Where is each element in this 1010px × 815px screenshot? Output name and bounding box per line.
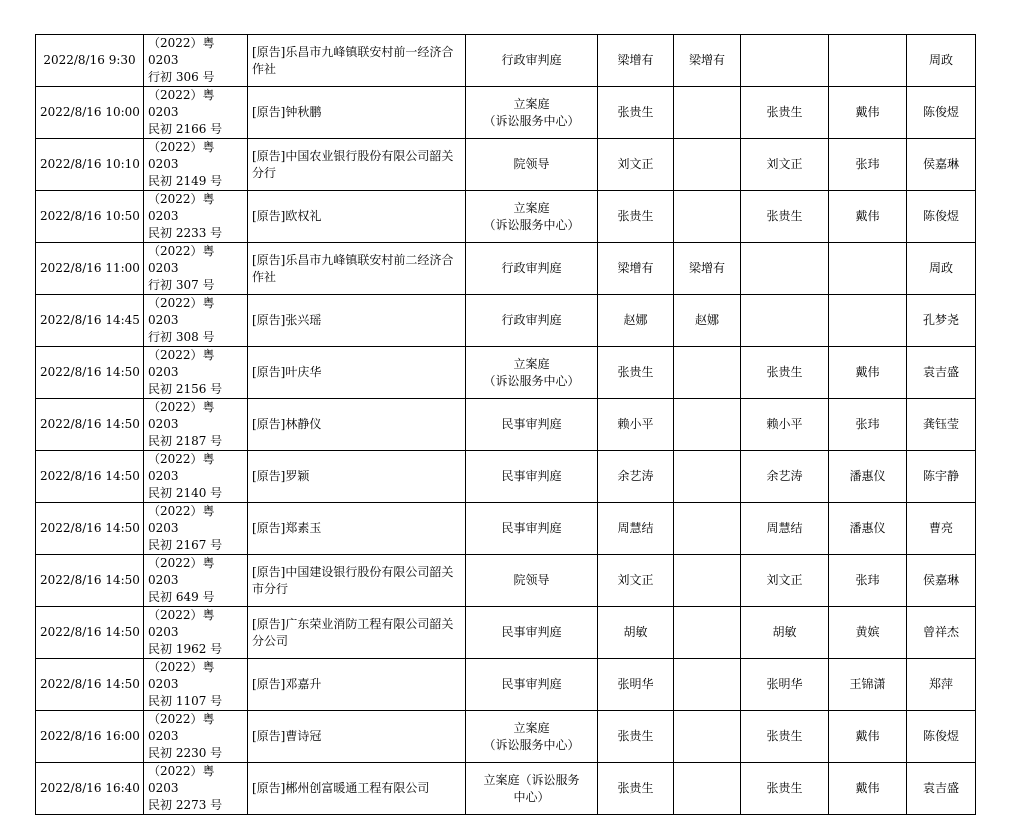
court-division-text: 民事审判庭	[501, 677, 562, 691]
judge-col3	[741, 191, 829, 243]
presiding-judge-text: 周慧结	[617, 521, 654, 535]
judge-col2	[674, 711, 741, 763]
party-name	[248, 347, 466, 399]
presiding-judge-text: 梁增有	[617, 53, 654, 67]
clerk-text: 郑萍	[928, 677, 953, 691]
case-number-text: 民初 1107 号	[148, 694, 223, 708]
presiding-judge	[598, 503, 674, 555]
case-number-text: （2022）粤 0203	[148, 296, 215, 327]
case-number-text: （2022）粤 0203	[148, 88, 215, 119]
presiding-judge-text: 张贵生	[617, 209, 654, 223]
table-row	[36, 763, 976, 815]
clerk	[907, 87, 976, 139]
court-division-text: 民事审判庭	[501, 469, 562, 483]
court-division-text: （诉讼服务中心）	[483, 737, 580, 752]
clerk-text: 曹亮	[928, 521, 953, 535]
judge-col3	[741, 399, 829, 451]
hearing-time	[36, 659, 144, 711]
case-number-text: 行初 307 号	[148, 278, 215, 292]
case-number-text: （2022）粤 0203	[148, 244, 215, 275]
hearing-time	[36, 35, 144, 87]
clerk-text: 侯嘉琳	[922, 573, 959, 587]
clerk	[907, 659, 976, 711]
judge-col3-text: 张贵生	[766, 105, 803, 119]
court-division	[466, 295, 598, 347]
presiding-judge	[598, 711, 674, 763]
presiding-judge-text: 张贵生	[617, 781, 654, 795]
judge-col3	[741, 711, 829, 763]
hearing-time-text: 2022/8/16 16:00	[40, 729, 140, 743]
case-number-text: 民初 2233 号	[148, 226, 223, 240]
case-number-text: 民初 1962 号	[148, 642, 223, 656]
assistant-text: 王锦潇	[849, 677, 886, 691]
table-row	[36, 87, 976, 139]
court-division	[466, 659, 598, 711]
presiding-judge-text: 刘文正	[617, 157, 654, 171]
case-number-text: 民初 2230 号	[148, 746, 223, 760]
case-number-text: （2022）粤 0203	[148, 660, 215, 691]
assistant	[829, 87, 907, 139]
clerk	[907, 35, 976, 87]
party-name-text: [原告]曹诗冠	[252, 729, 322, 743]
case-number	[144, 295, 248, 347]
case-number	[144, 399, 248, 451]
presiding-judge-text: 刘文正	[617, 573, 654, 587]
hearing-time	[36, 763, 144, 815]
party-name	[248, 451, 466, 503]
assistant-text: 戴伟	[855, 105, 880, 119]
hearing-time-text: 2022/8/16 14:50	[40, 365, 140, 379]
court-division-text: 民事审判庭	[501, 417, 562, 431]
hearing-time	[36, 243, 144, 295]
judge-col3-text: 刘文正	[766, 573, 803, 587]
assistant-text: 潘惠仪	[849, 469, 886, 483]
hearing-time-text: 2022/8/16 14:50	[40, 521, 140, 535]
judge-col2	[674, 763, 741, 815]
judge-col2	[674, 35, 741, 87]
judge-col2	[674, 243, 741, 295]
hearing-time-text: 2022/8/16 14:50	[40, 625, 140, 639]
hearing-time	[36, 555, 144, 607]
judge-col3	[741, 295, 829, 347]
clerk-text: 陈宇静	[922, 469, 959, 483]
assistant-text: 张玮	[855, 157, 880, 171]
court-division-text: 行政审判庭	[501, 261, 562, 275]
presiding-judge	[598, 399, 674, 451]
court-division-text: 院领导	[513, 157, 550, 171]
case-number-text: 民初 2167 号	[148, 538, 223, 552]
assistant-text: 张玮	[855, 417, 880, 431]
hearing-time	[36, 711, 144, 763]
case-number-text: （2022）粤 0203	[148, 452, 215, 483]
clerk	[907, 139, 976, 191]
judge-col2	[674, 659, 741, 711]
case-number	[144, 139, 248, 191]
case-number-text: 民初 2149 号	[148, 174, 223, 188]
judge-col3	[741, 555, 829, 607]
case-number-text: （2022）粤 0203	[148, 348, 215, 379]
judge-col3-text: 刘文正	[766, 157, 803, 171]
case-number	[144, 347, 248, 399]
court-division	[466, 607, 598, 659]
party-name-text: [原告]乐昌市九峰镇联安村前二经济合作社	[252, 252, 454, 284]
case-number	[144, 191, 248, 243]
presiding-judge-text: 张明华	[617, 677, 654, 691]
table-row	[36, 295, 976, 347]
party-name-text: [原告]张兴瑶	[252, 313, 322, 327]
presiding-judge	[598, 607, 674, 659]
case-number	[144, 503, 248, 555]
assistant	[829, 295, 907, 347]
judge-col3	[741, 87, 829, 139]
hearing-time	[36, 399, 144, 451]
case-number-text: 民初 2156 号	[148, 382, 223, 396]
court-division	[466, 763, 598, 815]
table-row	[36, 503, 976, 555]
assistant	[829, 191, 907, 243]
judge-col3	[741, 243, 829, 295]
party-name-text: [原告]广东荣业消防工程有限公司韶关分公司	[252, 616, 454, 648]
judge-col3-text: 张贵生	[766, 365, 803, 379]
case-number-text: 民初 649 号	[148, 590, 215, 604]
case-number	[144, 555, 248, 607]
hearing-schedule-table	[35, 34, 976, 815]
judge-col2	[674, 87, 741, 139]
assistant	[829, 503, 907, 555]
party-name-text: [原告]罗颖	[252, 469, 310, 483]
hearing-time	[36, 607, 144, 659]
judge-col2	[674, 399, 741, 451]
case-number	[144, 451, 248, 503]
judge-col3	[741, 607, 829, 659]
clerk-text: 周政	[928, 53, 953, 67]
judge-col3-text: 余艺涛	[766, 469, 803, 483]
presiding-judge-text: 张贵生	[617, 105, 654, 119]
party-name	[248, 399, 466, 451]
clerk	[907, 399, 976, 451]
assistant-text: 戴伟	[855, 365, 880, 379]
case-number-text: （2022）粤 0203	[148, 400, 215, 431]
clerk-text: 曾祥杰	[922, 625, 959, 639]
clerk-text: 孔梦尧	[922, 313, 959, 327]
assistant	[829, 399, 907, 451]
court-division-text: 行政审判庭	[501, 313, 562, 327]
court-division-text: 立案庭	[513, 200, 550, 215]
judge-col3-text: 张贵生	[766, 209, 803, 223]
assistant	[829, 763, 907, 815]
court-division	[466, 711, 598, 763]
party-name-text: [原告]乐昌市九峰镇联安村前一经济合作社	[252, 44, 454, 76]
court-division-text: 民事审判庭	[501, 521, 562, 535]
presiding-judge	[598, 295, 674, 347]
presiding-judge	[598, 191, 674, 243]
presiding-judge	[598, 139, 674, 191]
clerk-text: 陈俊煜	[922, 209, 959, 223]
table-row	[36, 399, 976, 451]
party-name	[248, 243, 466, 295]
court-division	[466, 35, 598, 87]
assistant	[829, 243, 907, 295]
court-division-text: 立案庭	[513, 720, 550, 735]
case-number	[144, 659, 248, 711]
court-division	[466, 139, 598, 191]
judge-col2	[674, 139, 741, 191]
court-division	[466, 555, 598, 607]
court-division	[466, 87, 598, 139]
court-division	[466, 399, 598, 451]
party-name-text: [原告]钟秋鹏	[252, 105, 322, 119]
judge-col2	[674, 555, 741, 607]
clerk	[907, 191, 976, 243]
judge-col3-text: 张贵生	[766, 781, 803, 795]
assistant-text: 戴伟	[855, 209, 880, 223]
presiding-judge	[598, 659, 674, 711]
presiding-judge	[598, 763, 674, 815]
party-name	[248, 711, 466, 763]
hearing-time-text: 2022/8/16 14:50	[40, 677, 140, 691]
table-row	[36, 243, 976, 295]
assistant	[829, 347, 907, 399]
clerk	[907, 711, 976, 763]
judge-col3-text: 周慧结	[766, 521, 803, 535]
hearing-time	[36, 347, 144, 399]
court-division-text: （诉讼服务中心）	[483, 113, 580, 128]
court-division	[466, 503, 598, 555]
judge-col3	[741, 35, 829, 87]
party-name	[248, 35, 466, 87]
clerk-text: 侯嘉琳	[922, 157, 959, 171]
hearing-time-text: 2022/8/16 14:50	[40, 417, 140, 431]
judge-col3-text: 张贵生	[766, 729, 803, 743]
party-name	[248, 763, 466, 815]
clerk-text: 袁吉盛	[922, 365, 959, 379]
assistant	[829, 555, 907, 607]
party-name	[248, 191, 466, 243]
case-number	[144, 35, 248, 87]
clerk	[907, 555, 976, 607]
hearing-time-text: 2022/8/16 14:50	[40, 469, 140, 483]
court-division-text: 立案庭	[513, 96, 550, 111]
assistant-text: 黄嫔	[855, 625, 880, 639]
court-division-text: 立案庭	[513, 356, 550, 371]
hearing-time-text: 2022/8/16 11:00	[40, 261, 140, 275]
table-row	[36, 451, 976, 503]
case-number	[144, 763, 248, 815]
judge-col3-text: 张明华	[766, 677, 803, 691]
assistant-text: 戴伟	[855, 781, 880, 795]
party-name-text: [原告]中国建设银行股份有限公司韶关市分行	[252, 564, 454, 596]
assistant-text: 戴伟	[855, 729, 880, 743]
party-name-text: [原告]郑素玉	[252, 521, 322, 535]
case-number-text: （2022）粤 0203	[148, 36, 215, 67]
table-row	[36, 555, 976, 607]
judge-col2-text: 赵娜	[694, 313, 719, 327]
case-number	[144, 87, 248, 139]
party-name	[248, 659, 466, 711]
hearing-time-text: 2022/8/16 10:00	[40, 105, 140, 119]
court-division	[466, 191, 598, 243]
party-name	[248, 295, 466, 347]
hearing-time-text: 2022/8/16 14:50	[40, 573, 140, 587]
court-division-text: （诉讼服务中心）	[483, 217, 580, 232]
court-division-text: 立案庭（诉讼服务	[483, 772, 580, 787]
table-row	[36, 35, 976, 87]
party-name-text: [原告]邓嘉升	[252, 677, 322, 691]
judge-col2	[674, 191, 741, 243]
clerk-text: 龚钰莹	[922, 417, 959, 431]
case-number-text: 民初 2140 号	[148, 486, 223, 500]
hearing-time	[36, 451, 144, 503]
court-division-text: （诉讼服务中心）	[483, 373, 580, 388]
assistant-text: 潘惠仪	[849, 521, 886, 535]
court-division	[466, 243, 598, 295]
case-number-text: （2022）粤 0203	[148, 556, 215, 587]
hearing-time-text: 2022/8/16 10:50	[40, 209, 140, 223]
court-division-text: 民事审判庭	[501, 625, 562, 639]
clerk	[907, 243, 976, 295]
judge-col2	[674, 451, 741, 503]
presiding-judge-text: 余艺涛	[617, 469, 654, 483]
clerk	[907, 451, 976, 503]
party-name	[248, 555, 466, 607]
case-number	[144, 243, 248, 295]
clerk	[907, 763, 976, 815]
presiding-judge	[598, 35, 674, 87]
hearing-time-text: 2022/8/16 14:45	[40, 313, 140, 327]
case-number-text: 行初 306 号	[148, 70, 215, 84]
presiding-judge-text: 张贵生	[617, 365, 654, 379]
hearing-time-text: 2022/8/16 16:40	[40, 781, 140, 795]
clerk-text: 周政	[928, 261, 953, 275]
judge-col2-text: 梁增有	[688, 261, 725, 275]
table-row	[36, 659, 976, 711]
case-number-text: 民初 2187 号	[148, 434, 223, 448]
court-division-text: 行政审判庭	[501, 53, 562, 67]
party-name-text: [原告]郴州创富暖通工程有限公司	[252, 781, 430, 795]
party-name-text: [原告]欧权礼	[252, 209, 322, 223]
party-name-text: [原告]林静仪	[252, 417, 322, 431]
judge-col2	[674, 295, 741, 347]
presiding-judge-text: 梁增有	[617, 261, 654, 275]
case-number-text: 民初 2166 号	[148, 122, 223, 136]
judge-col3	[741, 763, 829, 815]
clerk-text: 陈俊煜	[922, 729, 959, 743]
party-name	[248, 87, 466, 139]
assistant	[829, 35, 907, 87]
clerk	[907, 503, 976, 555]
judge-col3	[741, 139, 829, 191]
presiding-judge-text: 赵娜	[623, 313, 648, 327]
hearing-time	[36, 191, 144, 243]
judge-col3	[741, 451, 829, 503]
clerk	[907, 295, 976, 347]
table-row	[36, 347, 976, 399]
assistant	[829, 607, 907, 659]
presiding-judge	[598, 87, 674, 139]
schedule-body	[36, 35, 976, 815]
clerk	[907, 607, 976, 659]
judge-col3-text: 胡敏	[772, 625, 797, 639]
presiding-judge	[598, 451, 674, 503]
hearing-time-text: 2022/8/16 9:30	[43, 53, 136, 67]
hearing-time	[36, 139, 144, 191]
party-name	[248, 503, 466, 555]
presiding-judge	[598, 243, 674, 295]
table-row	[36, 711, 976, 763]
assistant	[829, 659, 907, 711]
judge-col3-text: 赖小平	[766, 417, 803, 431]
court-division-text: 中心）	[513, 789, 550, 804]
clerk	[907, 347, 976, 399]
case-number	[144, 607, 248, 659]
judge-col3	[741, 503, 829, 555]
clerk-text: 陈俊煜	[922, 105, 959, 119]
judge-col2	[674, 503, 741, 555]
table-row	[36, 607, 976, 659]
hearing-time	[36, 503, 144, 555]
case-number-text: （2022）粤 0203	[148, 504, 215, 535]
judge-col3	[741, 659, 829, 711]
table-row	[36, 139, 976, 191]
assistant-text: 张玮	[855, 573, 880, 587]
case-number-text: （2022）粤 0203	[148, 712, 215, 743]
case-number-text: 行初 308 号	[148, 330, 215, 344]
clerk-text: 袁吉盛	[922, 781, 959, 795]
hearing-time	[36, 295, 144, 347]
judge-col2	[674, 607, 741, 659]
table-row	[36, 191, 976, 243]
court-division	[466, 347, 598, 399]
assistant	[829, 139, 907, 191]
hearing-time-text: 2022/8/16 10:10	[40, 157, 140, 171]
court-division-text: 院领导	[513, 573, 550, 587]
case-number-text: （2022）粤 0203	[148, 608, 215, 639]
case-number	[144, 711, 248, 763]
presiding-judge-text: 胡敏	[623, 625, 648, 639]
assistant	[829, 451, 907, 503]
presiding-judge	[598, 347, 674, 399]
case-number-text: （2022）粤 0203	[148, 140, 215, 171]
judge-col3	[741, 347, 829, 399]
presiding-judge-text: 张贵生	[617, 729, 654, 743]
hearing-time	[36, 87, 144, 139]
case-number-text: （2022）粤 0203	[148, 764, 215, 795]
party-name	[248, 607, 466, 659]
party-name-text: [原告]叶庆华	[252, 365, 322, 379]
presiding-judge-text: 赖小平	[617, 417, 654, 431]
judge-col2	[674, 347, 741, 399]
party-name	[248, 139, 466, 191]
court-division	[466, 451, 598, 503]
case-number-text: 民初 2273 号	[148, 798, 223, 812]
presiding-judge	[598, 555, 674, 607]
party-name-text: [原告]中国农业银行股份有限公司韶关分行	[252, 148, 454, 180]
assistant	[829, 711, 907, 763]
judge-col2-text: 梁增有	[688, 53, 725, 67]
case-number-text: （2022）粤 0203	[148, 192, 215, 223]
